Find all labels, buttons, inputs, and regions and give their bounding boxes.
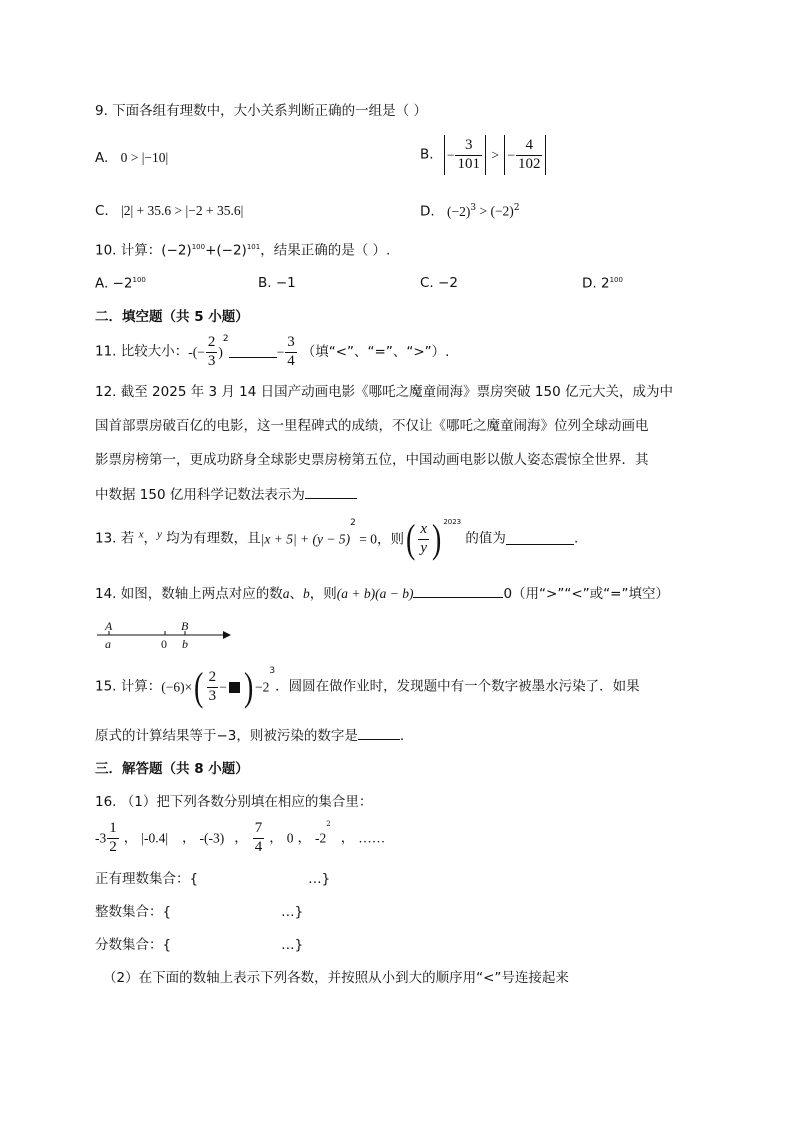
ink-blot-icon	[229, 682, 240, 693]
q10-option-b: B. −1	[258, 275, 296, 291]
q10-option-d: D. $2^{100}$	[582, 275, 623, 292]
q9-option-c	[95, 204, 243, 219]
q14-label-A: A	[105, 619, 113, 633]
q16-fraction-7-4: $\frac{7}{4}$	[254, 820, 263, 855]
q14-number-line	[95, 617, 235, 653]
q14-label-b: b	[182, 637, 188, 651]
q9-option-b: B. − $\frac{3}{101}$ > − $\frac{4}{102}$	[420, 135, 548, 175]
q15-answer-blank[interactable]	[358, 729, 400, 740]
q15-line-2: 原式的计算结果等于−3，则被污染的数字是 .	[95, 728, 405, 744]
q10-option-a: A. $-2^{100}$	[95, 275, 146, 292]
q12-line-3: 影票房榜第一，更成功跻身全球影史票房榜第五位，中国动画电影以傲人姿态震惊全世界．其	[95, 452, 649, 468]
q14-answer-blank[interactable]	[413, 587, 503, 598]
q9-c-expr: |2| + 35.6 > |−2 + 35.6|	[121, 203, 244, 218]
q14-label-0: 0	[161, 637, 167, 651]
q13-answer-blank[interactable]	[506, 534, 574, 545]
q11-answer-blank[interactable]	[229, 347, 277, 358]
q11-frac1: $\frac{2}{3}$	[207, 334, 216, 369]
q9-b-label: B.	[420, 146, 434, 163]
q9-option-a	[95, 151, 168, 166]
q9-d-label: D.	[420, 203, 435, 220]
q9-b-frac2: $\frac{4}{102}$	[517, 136, 541, 172]
q12-line-2: 国首部票房破百亿的电影，这一里程碑式的成绩，不仅让《哪吒之魔童闹海》位列全球动画电	[95, 418, 649, 434]
q13-frac: $\frac{x}{y}$	[420, 520, 427, 556]
q16-mixed-fraction: $\frac{1}{2}$	[109, 820, 117, 855]
q12-line-1: 12. 截至 2025 年 3 月 14 日国产动画电影《哪吒之魔童闹海》票房突破 150 亿元大关，成为中	[95, 384, 673, 400]
section-2-title: 二．填空题（共 5 小题）	[95, 309, 249, 325]
q9-option-d: D. $(-2)^3 > (-2)^2$	[420, 203, 520, 220]
q10-option-c: C. −2	[420, 275, 458, 291]
q9-a-expr: 0 > |−10|	[120, 150, 169, 165]
q14-label-B: B	[181, 619, 189, 633]
q16-set-positive-rational: 正有理数集合：{ …}	[95, 871, 331, 887]
q15-line-1: 15. 计算：(−6)×( $\frac{2}{3}$ − ) $-2^3$．圆圆在做作业时，发现题中有一个数字被墨水污染了．如果	[95, 664, 640, 709]
q15-frac: $\frac{2}{3}$	[208, 668, 217, 704]
q16-part-2: （2）在下面的数轴上表示下列各数，并按照从小到大的顺序用“<”号连接起来	[103, 970, 569, 986]
q9-stem: 9. 下面各组有理数中，大小关系判断正确的一组是（ ）	[95, 103, 427, 119]
q16-part-1: 16. （1）把下列各数分别填在相应的集合里：	[95, 794, 373, 810]
q16-set-fractions: 分数集合：{ …}	[95, 937, 304, 953]
q11: 11. 比较大小：-(− $\frac{2}{3}$ )$^2$− $\frac{3}{4}$ （填“<”、“=”、“>”）.	[95, 334, 450, 369]
q9-b-frac1: $\frac{3}{101}$	[457, 136, 480, 172]
q16-numbers: -3 $\frac{1}{2}$ ， |-0.4| ， -(-3) ， $\frac{7}{4}$ ， 0 ， $-2^2$， ……	[95, 820, 386, 855]
q14: 14. 如图，数轴上两点对应的数a、b，则(a + b)(a − b) 0（用“>”“<”或“=”填空）	[95, 586, 669, 602]
q16-set-integers: 整数集合：{ …}	[95, 904, 304, 920]
q14-label-a: a	[105, 637, 111, 651]
q9-c-label: C.	[95, 203, 109, 219]
q11-frac2: $\frac{3}{4}$	[287, 334, 295, 369]
q12-answer-blank[interactable]	[305, 488, 357, 499]
q9-a-label: A.	[95, 150, 109, 166]
section-3-title: 三．解答题（共 8 小题）	[95, 761, 249, 777]
q10-stem: 10. 计算：$(-2)^{100}+(-2)^{101}$，结果正确的是（ ）.	[95, 242, 391, 259]
q12-line-4: 中数据 150 亿用科学记数法表示为	[95, 488, 357, 503]
q13: 13. 若 $^x$，$^y$ 均为有理数，且$|x + 5| + (y - 5)^2 = 0$，则( $\frac{x}{y}$ ) $^{2023}$ 的值为 .	[95, 516, 579, 561]
